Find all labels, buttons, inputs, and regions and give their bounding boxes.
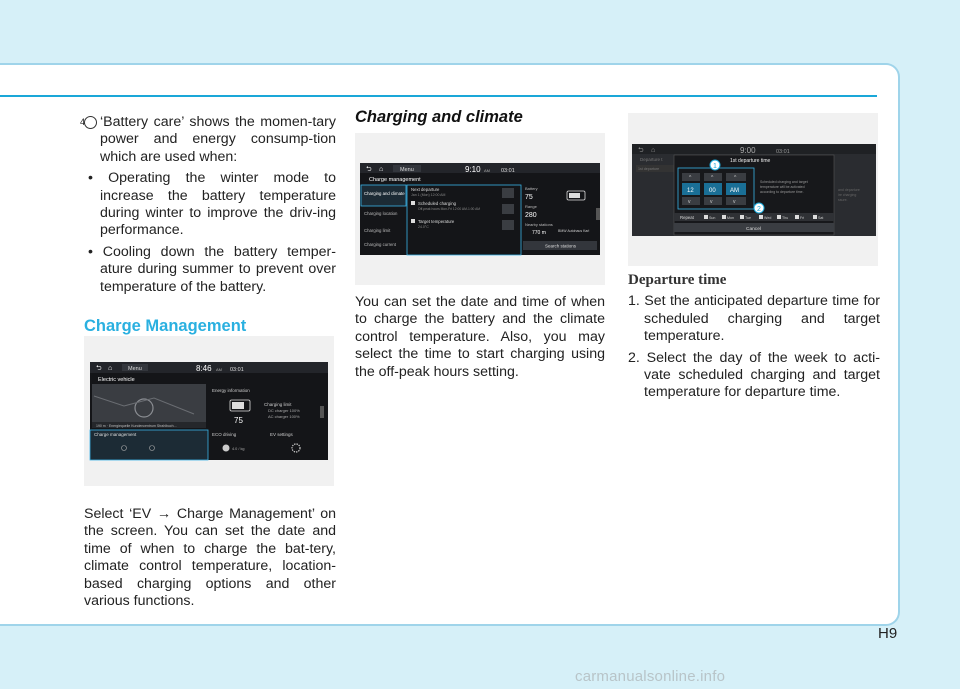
s3-minute: 00 [709, 188, 716, 194]
s3-day-3: Wed [764, 216, 772, 220]
s3-clock: 9:00 [740, 146, 756, 155]
s3-day-6: Sat [818, 216, 824, 220]
s3-ampm: AM [730, 188, 739, 194]
s1-eco-val: 4.0 / kg [232, 447, 245, 451]
sub-title-departure-time: Departure time [628, 272, 727, 288]
s1-clock: 8:46 [196, 364, 212, 373]
s3-day-4: Thu [782, 216, 789, 220]
s3-day-2: Tue [745, 216, 752, 220]
section-title-charging-climate: Charging and climate [355, 108, 523, 126]
section-title-charge-management: Charge Management [84, 317, 247, 336]
callout-2-label: 2 [757, 206, 761, 213]
page-number: H9 [878, 625, 898, 642]
s3-bg-title: Departure t [640, 157, 663, 162]
item-4-text: ‘Battery care’ shows the momen-tary power and energy consump-tion which are used when: [100, 114, 336, 165]
svg-text:v: v [733, 199, 736, 205]
s2-tab-0: Charging and climate [364, 191, 405, 196]
s1-dc: DC charger 100% [268, 408, 300, 413]
s2-range-label: Range [525, 204, 537, 209]
s2-range-val: 280 [525, 212, 537, 219]
s2-clock: 9:10 [465, 165, 481, 174]
svg-text:v: v [710, 199, 713, 205]
watermark: carmanualsonline.info [575, 668, 726, 685]
header-rule [0, 95, 877, 97]
s1-temp: 03:01 [230, 367, 244, 373]
svg-text:^: ^ [711, 175, 714, 181]
s2-search: Search stations [545, 243, 577, 249]
s2-scheduled-val: Off-peak hours Mon-Fri 12:00 AM-1:00 AM [418, 207, 481, 211]
svg-text:⌂: ⌂ [108, 365, 113, 372]
s1-battery: 75 [234, 416, 243, 425]
s2-ampm: AM [484, 168, 490, 173]
svg-text:⮌: ⮌ [366, 166, 372, 173]
s3-title: 1st departure time [730, 158, 771, 164]
s1-eco: ECO driving [212, 432, 237, 437]
step-1: 1. Set the anticipated departure time for scheduled charging and target temperature. [628, 293, 880, 345]
s3-repeat: Repeat [680, 215, 694, 220]
s3-day-1: Mon [727, 216, 734, 220]
s1-energy-info: Energy information [212, 388, 250, 393]
svg-text:⌂: ⌂ [651, 147, 656, 154]
svg-text:^: ^ [689, 175, 692, 181]
s2-next-dep: Next departure [411, 187, 440, 192]
item-4 [79, 114, 336, 166]
s2-battery-val: 75 [525, 194, 533, 201]
s2-temp: 03:01 [501, 168, 515, 174]
s3-hour: 12 [687, 188, 694, 194]
s3-temp: 03:01 [776, 149, 790, 155]
s2-header: Charge management [369, 177, 421, 183]
s2-scheduled: Scheduled charging [418, 201, 456, 206]
column-left [79, 114, 336, 336]
column-right [628, 272, 880, 402]
svg-text:v: v [688, 199, 691, 205]
s3-note: Scheduled charging and target temperature will be activated according to departure time. [760, 180, 808, 194]
screenshot-charge-management [355, 133, 605, 285]
s2-tab-1: Charging location [364, 211, 398, 216]
s1-header: Electric vehicle [98, 377, 135, 383]
svg-text:^: ^ [734, 175, 737, 181]
charge-mgmt-paragraph: Select ‘EV → Charge Management’ on the screen. You can set the date and time of when to charge the bat-tery, climate control temperature, location-based charging options and other various functions. [84, 506, 336, 610]
svg-text:⌂: ⌂ [379, 166, 384, 173]
s2-nearby-label: Nearby stations [525, 222, 553, 227]
column-left-bottom [84, 506, 336, 610]
s1-ac: AC charger 100% [268, 414, 300, 419]
s1-charging-limit: Charging limit [264, 402, 292, 407]
s2-next-dep-val: Jan 1 (Mon) 12:00 AM [411, 193, 446, 197]
svg-text:and departure ire chargi: and departure ire charging ssure. [838, 188, 860, 202]
circled-number: 4 [84, 116, 97, 129]
column-middle-bottom [355, 294, 605, 381]
s1-charge-mgmt: Charge management [94, 432, 137, 437]
bullet-summer: • Cooling down the battery temper-ature during summer to prevent over temperature of the battery. [88, 243, 336, 295]
s2-target-val: 24.0°C [418, 225, 429, 229]
s2-target: Target temperature [418, 219, 455, 224]
step-2: 2. Select the day of the week to acti-vate scheduled charging and target temperature for departure time. [628, 349, 880, 401]
s3-day-0: Sun [709, 216, 716, 220]
s1-ev-settings: EV settings [270, 432, 293, 437]
s3-day-5: Fri [800, 216, 805, 220]
svg-text:⮌: ⮌ [638, 147, 644, 154]
s1-menu: Menu [128, 366, 142, 372]
s1-route: 190 m · Energiequelle Kundencentrum Strahlbuch... [96, 424, 177, 428]
s3-bg-item: 1st departure [638, 167, 660, 171]
s2-tab-3: Charging current [364, 242, 397, 247]
s2-battery-label: Battery [525, 186, 538, 191]
screenshot-departure-time [628, 113, 878, 266]
bullet-winter: • Operating the winter mode to increase the battery temperature during winter to improve the driv-ing performance. [88, 170, 336, 239]
column-middle [355, 109, 605, 126]
callout-1-label: 1 [713, 163, 717, 170]
s2-nearby-dist: 770 m [532, 230, 546, 236]
svg-text:⮌: ⮌ [96, 365, 102, 372]
s2-menu: Menu [400, 167, 414, 173]
charging-climate-paragraph: You can set the date and time of when to charge the battery and the climate control temperature. Also, you may select the time to start charging using the off-peak hours setting. [355, 294, 605, 380]
s3-cancel: Cancel [746, 227, 761, 232]
s2-tab-2: Charging limit [364, 228, 391, 233]
screenshot-ev-menu [84, 336, 334, 486]
s2-nearby-name: BMW Autohaus Karl [558, 229, 590, 233]
s1-ampm: AM [216, 367, 222, 372]
